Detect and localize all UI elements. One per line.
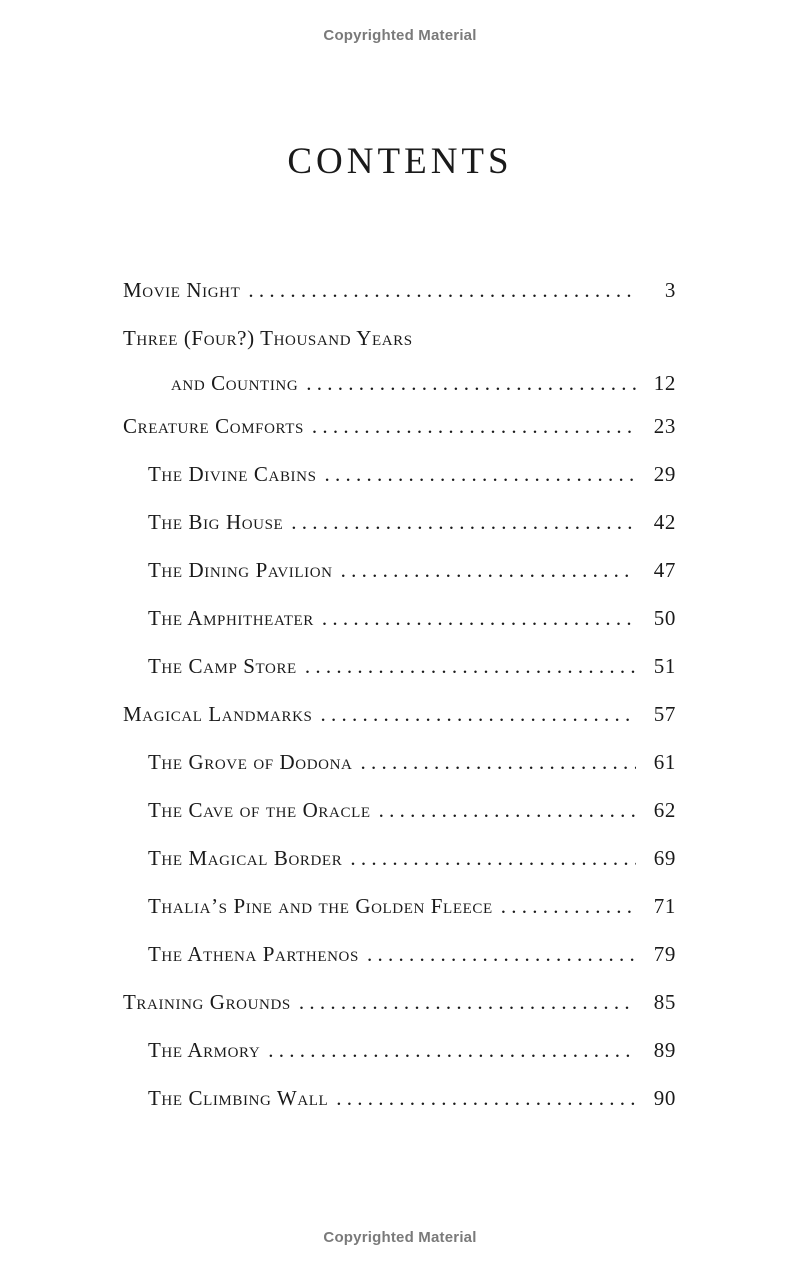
- toc-entry-amphitheater[interactable]: [123, 606, 676, 654]
- copyright-watermark-top: Copyrighted Material: [323, 27, 477, 44]
- dot-leader: [325, 462, 636, 487]
- toc-entry-divine-cabins[interactable]: [123, 462, 676, 510]
- toc-page-number: 23: [653, 414, 676, 438]
- toc-entry-label: The Armory: [148, 1038, 261, 1062]
- toc-entry-label: The Dining Pavilion: [148, 558, 333, 582]
- toc-entry-thalias-pine[interactable]: [123, 894, 676, 942]
- toc-page-number: 61: [653, 750, 676, 774]
- toc-page-number: 50: [653, 606, 676, 630]
- dot-leader: [501, 894, 636, 919]
- page-title: CONTENTS: [287, 141, 513, 182]
- toc-entry-label: The Cave of the Oracle: [148, 798, 371, 822]
- toc-page-number: 47: [653, 558, 676, 582]
- toc-entry-label: Creature Comforts: [123, 414, 304, 438]
- toc-entry-climbing-wall[interactable]: [123, 1086, 676, 1134]
- dot-leader: [367, 942, 636, 967]
- dot-leader: [305, 654, 636, 679]
- toc-entry-label: Movie Night: [123, 278, 241, 302]
- toc-page-number: 42: [653, 510, 676, 534]
- toc-entry-big-house[interactable]: [123, 510, 676, 558]
- toc-entry-athena-parthenos[interactable]: [123, 942, 676, 990]
- toc-entry-label: Magical Landmarks: [123, 702, 313, 726]
- dot-leader: [360, 750, 636, 775]
- toc-page-number: 85: [653, 990, 676, 1014]
- dot-leader: [322, 606, 636, 631]
- dot-leader: [248, 278, 636, 303]
- dot-leader: [336, 1086, 636, 1111]
- dot-leader: [320, 702, 636, 727]
- toc-entry-dining-pavilion[interactable]: [123, 558, 676, 606]
- toc-entry-label: The Grove of Dodona: [148, 750, 353, 774]
- toc-entry-movie-night[interactable]: [123, 278, 676, 326]
- table-of-contents: [123, 278, 676, 1134]
- toc-entry-training-grounds[interactable]: [123, 990, 676, 1038]
- toc-page-number: 51: [653, 654, 676, 678]
- toc-entry-label: and Counting: [171, 371, 299, 395]
- toc-entry-label: The Big House: [148, 510, 284, 534]
- copyright-watermark-bottom: Copyrighted Material: [323, 1229, 477, 1246]
- dot-leader: [299, 990, 636, 1015]
- toc-page-number: 69: [653, 846, 676, 870]
- dot-leader: [312, 414, 636, 439]
- toc-entry-label: Training Grounds: [123, 990, 291, 1014]
- toc-entry-label: The Camp Store: [148, 654, 297, 678]
- toc-entry-magical-landmarks[interactable]: [123, 702, 676, 750]
- toc-entry-label: Three (Four?) Thousand Years: [123, 326, 413, 350]
- toc-entry-label: The Divine Cabins: [148, 462, 317, 486]
- toc-entry-label: The Climbing Wall: [148, 1086, 329, 1110]
- dot-leader: [379, 798, 636, 823]
- toc-entry-magical-border[interactable]: [123, 846, 676, 894]
- toc-page-number: 79: [653, 942, 676, 966]
- toc-page-number: 89: [653, 1038, 676, 1062]
- toc-entry-grove-of-dodona[interactable]: [123, 750, 676, 798]
- toc-page-number: 62: [653, 798, 676, 822]
- toc-entry-label: Thalia’s Pine and the Golden Fleece: [148, 894, 493, 918]
- dot-leader: [268, 1038, 636, 1063]
- toc-page-number: 71: [653, 894, 676, 918]
- toc-entry-camp-store[interactable]: [123, 654, 676, 702]
- dot-leader: [306, 371, 636, 396]
- toc-entry-label: The Magical Border: [148, 846, 343, 870]
- toc-entry-three-thousand-years[interactable]: [123, 326, 676, 371]
- toc-entry-armory[interactable]: [123, 1038, 676, 1086]
- toc-entry-label: The Amphitheater: [148, 606, 314, 630]
- dot-leader: [350, 846, 636, 871]
- dot-leader: [291, 510, 636, 535]
- toc-entry-cave-of-the-oracle[interactable]: [123, 798, 676, 846]
- toc-page-number: 90: [653, 1086, 676, 1110]
- toc-page-number: 3: [664, 278, 676, 302]
- dot-leader: [341, 558, 636, 583]
- toc-page-number: 29: [653, 462, 676, 486]
- toc-page-number: 12: [653, 371, 676, 395]
- toc-page-number: 57: [653, 702, 676, 726]
- toc-entry-creature-comforts[interactable]: [123, 414, 676, 462]
- toc-entry-label: The Athena Parthenos: [148, 942, 359, 966]
- toc-entry-and-counting[interactable]: [123, 371, 676, 414]
